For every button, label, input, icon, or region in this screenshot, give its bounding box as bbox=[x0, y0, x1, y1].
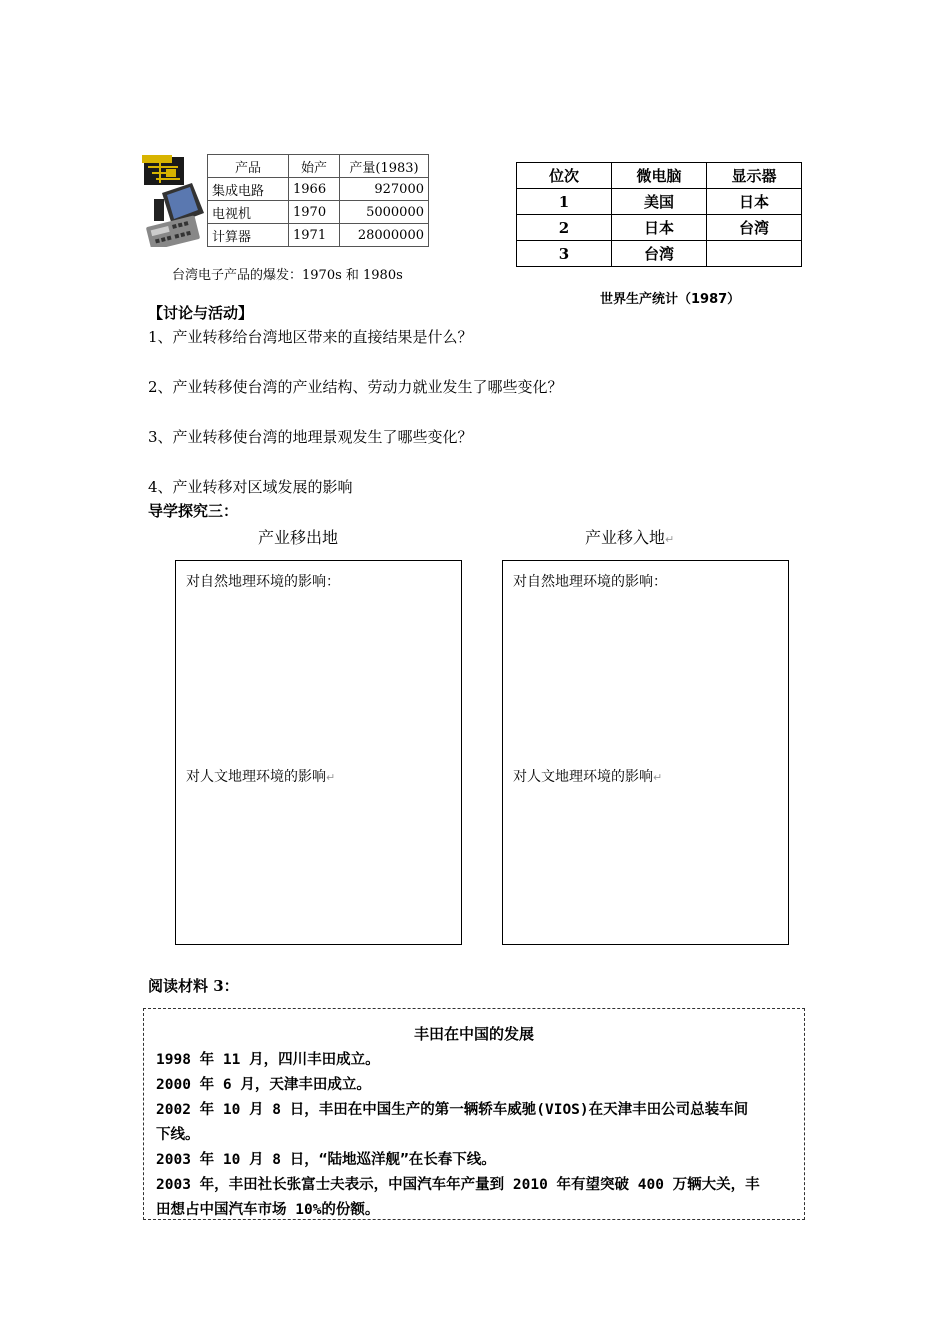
reading-line: 下线。 bbox=[156, 1127, 200, 1143]
table-header-row bbox=[517, 163, 802, 189]
circuit-board-icon bbox=[142, 155, 184, 185]
table-cell: 3 bbox=[517, 241, 612, 267]
table-cell: 28000000 bbox=[340, 224, 429, 247]
header-cell: 产品 bbox=[208, 155, 289, 178]
reading-line: 2003 年，丰田社长张富士夫表示，中国汽车年产量到 2010 年有望突破 400 万辆大关，丰 bbox=[156, 1177, 760, 1193]
inflow-region-box[interactable] bbox=[502, 560, 789, 945]
table-cell: 日本 bbox=[612, 215, 707, 241]
table-cell: 1966 bbox=[289, 178, 340, 201]
table-cell bbox=[707, 241, 802, 267]
table-cell: 集成电路 bbox=[208, 178, 289, 201]
question-3: 3、产业转移使台湾的地理景观发生了哪些变化？ bbox=[148, 428, 473, 446]
table-row bbox=[208, 178, 429, 201]
reading-line: 1998 年 11 月，四川丰田成立。 bbox=[156, 1052, 380, 1068]
table-cell: 2 bbox=[517, 215, 612, 241]
table-cell: 美国 bbox=[612, 189, 707, 215]
reading-text bbox=[156, 1048, 792, 1223]
table-row bbox=[517, 215, 802, 241]
table-row bbox=[208, 224, 429, 247]
table-cell: 台湾 bbox=[707, 215, 802, 241]
electronics-illustration bbox=[142, 155, 207, 247]
human-impact-text: 对人文地理环境的影响 bbox=[513, 769, 653, 785]
reading-material-box bbox=[143, 1008, 805, 1220]
header-cell: 微电脑 bbox=[612, 163, 707, 189]
table-row bbox=[517, 189, 802, 215]
natural-impact-label: 对自然地理环境的影响： bbox=[186, 574, 340, 590]
right-box-title bbox=[585, 525, 674, 548]
human-impact-label bbox=[186, 766, 335, 786]
table-cell: 1 bbox=[517, 189, 612, 215]
product-table-caption: 台湾电子产品的爆发：1970s 和 1980s bbox=[172, 268, 403, 283]
discussion-heading: 【讨论与活动】 bbox=[148, 304, 254, 322]
return-mark-icon: ↵ bbox=[326, 771, 336, 784]
table-cell: 电视机 bbox=[208, 201, 289, 224]
outflow-region-box[interactable] bbox=[175, 560, 462, 945]
header-cell: 位次 bbox=[517, 163, 612, 189]
right-box-title-text: 产业移入地 bbox=[585, 528, 666, 547]
return-mark-icon: ↵ bbox=[653, 771, 663, 784]
table-cell: 台湾 bbox=[612, 241, 707, 267]
human-impact-text: 对人文地理环境的影响 bbox=[186, 769, 326, 785]
table-row bbox=[517, 241, 802, 267]
header-cell: 始产 bbox=[289, 155, 340, 178]
question-4: 4、产业转移对区域发展的影响 bbox=[148, 478, 353, 496]
reading-label: 阅读材料 3： bbox=[148, 977, 239, 995]
reading-line: 2000 年 6 月，天津丰田成立。 bbox=[156, 1077, 371, 1093]
header-cell: 产量(1983) bbox=[340, 155, 429, 178]
product-table bbox=[207, 154, 429, 247]
table-cell: 927000 bbox=[340, 178, 429, 201]
header-cell: 显示器 bbox=[707, 163, 802, 189]
table-cell: 1970 bbox=[289, 201, 340, 224]
table-header-row bbox=[208, 155, 429, 178]
reading-title: 丰田在中国的发展 bbox=[413, 1025, 534, 1043]
inquiry-heading: 导学探究三： bbox=[148, 502, 239, 520]
reading-line: 田想占中国汽车市场 10%的份额。 bbox=[156, 1202, 380, 1218]
human-impact-label bbox=[513, 766, 662, 786]
question-2: 2、产业转移使台湾的产业结构、劳动力就业发生了哪些变化？ bbox=[148, 378, 563, 396]
return-mark-icon: ↵ bbox=[665, 533, 675, 546]
rank-table-caption: 世界生产统计（1987） bbox=[600, 292, 741, 307]
left-box-title: 产业移出地 bbox=[258, 528, 339, 547]
question-1: 1、产业转移给台湾地区带来的直接结果是什么？ bbox=[148, 328, 473, 346]
table-cell: 日本 bbox=[707, 189, 802, 215]
rank-table bbox=[516, 162, 802, 267]
natural-impact-label: 对自然地理环境的影响： bbox=[513, 574, 667, 590]
table-cell: 5000000 bbox=[340, 201, 429, 224]
table-cell: 计算器 bbox=[208, 224, 289, 247]
reading-line: 2002 年 10 月 8 日，丰田在中国生产的第一辆轿车威驰(VIOS)在天津丰田公司总装车间 bbox=[156, 1102, 749, 1118]
monitor-icon bbox=[154, 183, 204, 225]
reading-line: 2003 年 10 月 8 日，“陆地巡洋舰”在长春下线。 bbox=[156, 1152, 496, 1168]
table-cell: 1971 bbox=[289, 224, 340, 247]
table-row bbox=[208, 201, 429, 224]
